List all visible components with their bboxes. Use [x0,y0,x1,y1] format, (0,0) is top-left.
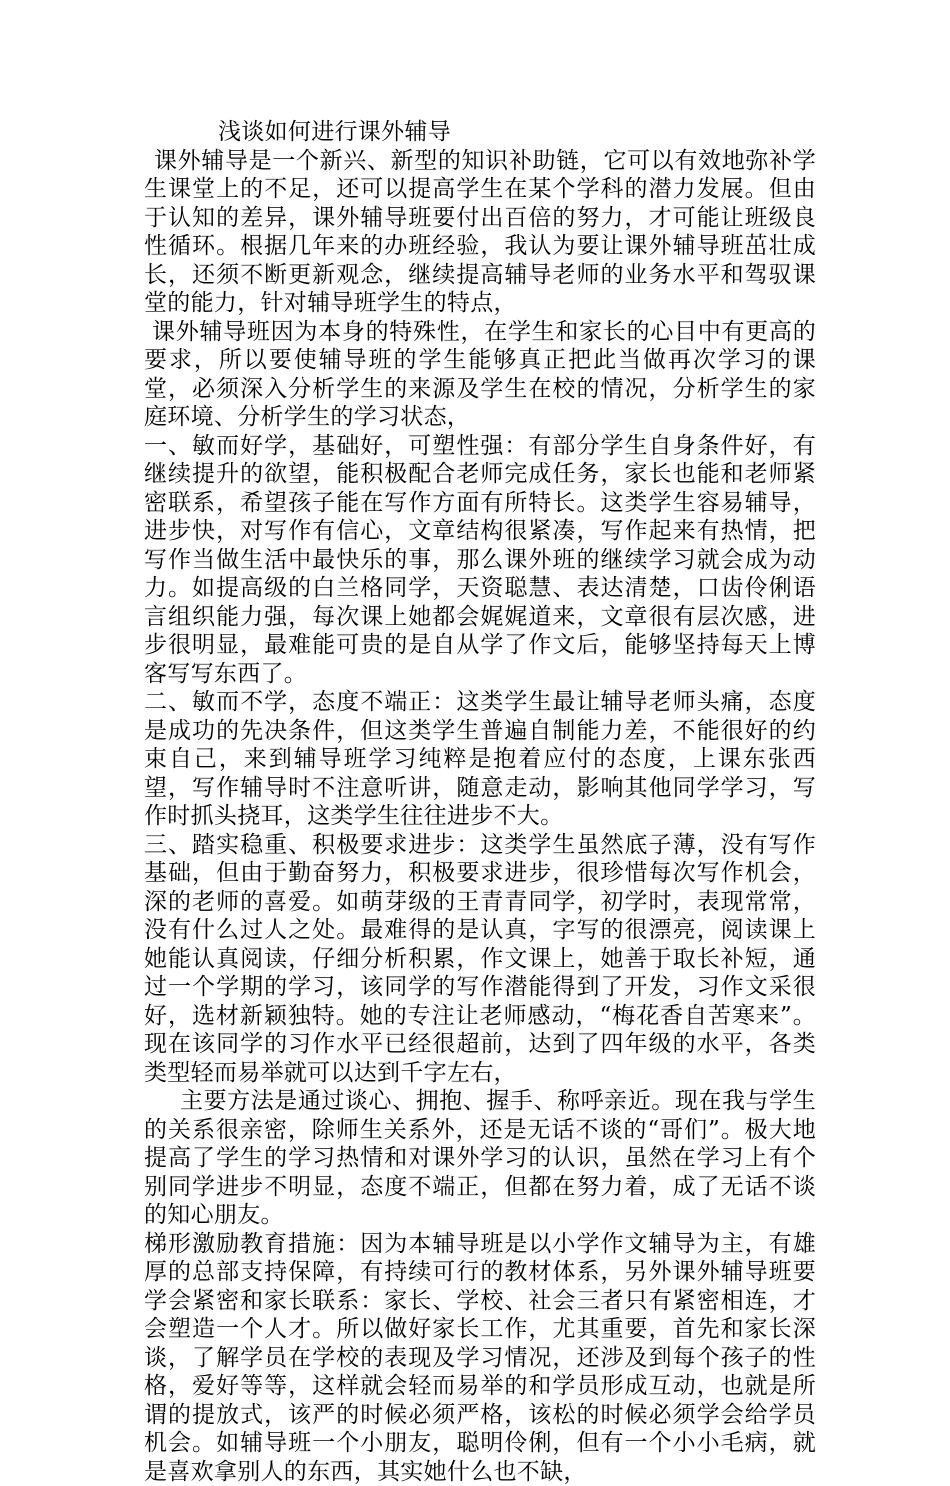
paragraph-type-one: 一、敏而好学，基础好，可塑性强：有部分学生自身条件好，有继续提升的欲望，能积极配合老师完成任务，家长也能和老师紧密联系，希望孩子能在写作方面有所特长。这类学生容易辅导，进步快，对写作有信心，文章结构很紧凑，写作起来有热情，把写作当做生活中最快乐的事，那么课外班的继续学习就会成为动力。如提高级的白兰格同学，天资聪慧、表达清楚，口齿伶俐语言组织能力强，每次课上她都会娓娓道来，文章很有层次感，进步很明显，最难能可贵的是自从学了作文后，能够坚持每天上博客写写东西了。 [144,432,816,689]
paragraph-intro: 课外辅导是一个新兴、新型的知识补助链，它可以有效地弥补学生课堂上的不足，还可以提高学生在某个学科的潜力发展。但由于认知的差异，课外辅导班要付出百倍的努力，才可能让班级良性循环。根据几年来的办班经验，我认为要让课外辅导班茁壮成长，还须不断更新观念，继续提高辅导老师的业务水平和驾驭课堂的能力，针对辅导班学生的特点， [144,147,816,318]
paragraph-incentives: 梯形激励教育措施：因为本辅导班是以小学作文辅导为主，有雄厚的总部支持保障，有持续可行的教材体系，另外课外辅导班要学会紧密和家长联系：家长、学校、社会三者只有紧密相连，才会塑造一个人才。所以做好家长工作，尤其重要，首先和家长深谈，了解学员在学校的表现及学习情况，还涉及到每个孩子的性格，爱好等等，这样就会轻而易举的和学员形成互动，也就是所谓的提放式，该严的时候必须严格，该松的时候必须学会给学员机会。如辅导班一个小朋友，聪明伶俐，但有一个小小毛病，就是喜欢拿别人的东西，其实她什么也不缺， [144,1230,816,1486]
paragraph-analysis: 课外辅导班因为本身的特殊性，在学生和家长的心目中有更高的要求，所以要使辅导班的学生能够真正把此当做再次学习的课堂，必须深入分析学生的来源及学生在校的情况，分析学生的家庭环境、分析学生的学习状态， [144,318,816,432]
document-body [144,118,816,1486]
document-title: 浅谈如何进行课外辅导 [144,118,816,147]
paragraph-methods: 主要方法是通过谈心、拥抱、握手、称呼亲近。现在我与学生的关系很亲密，除师生关系外，还是无话不谈的“哥们”。极大地提高了学生的学习热情和对课外学习的认识，虽然在学习上有个别同学进步不明显，态度不端正，但都在努力着，成了无话不谈的知心朋友。 [144,1087,816,1230]
paragraph-type-two: 二、敏而不学，态度不端正：这类学生最让辅导老师头痛，态度是成功的先决条件，但这类学生普遍自制能力差，不能很好的约束自己，来到辅导班学习纯粹是抱着应付的态度，上课东张西望，写作辅导时不注意听讲，随意走动，影响其他同学学习，写作时抓头挠耳，这类学生往往进步不大。 [144,688,816,831]
paragraph-type-three: 三、踏实稳重、积极要求进步：这类学生虽然底子薄，没有写作基础，但由于勤奋努力，积极要求进步，很珍惜每次写作机会，深的老师的喜爱。如萌芽级的王青青同学，初学时，表现常常，没有什么过人之处。最难得的是认真，字写的很漂亮，阅读课上她能认真阅读，仔细分析积累，作文课上，她善于取长补短，通过一个学期的学习，该同学的写作潜能得到了开发，习作文采很好，选材新颖独特。她的专注让老师感动，“梅花香自苦寒来”。现在该同学的习作水平已经很超前，达到了四年级的水平，各类类型轻而易举就可以达到千字左右， [144,831,816,1088]
